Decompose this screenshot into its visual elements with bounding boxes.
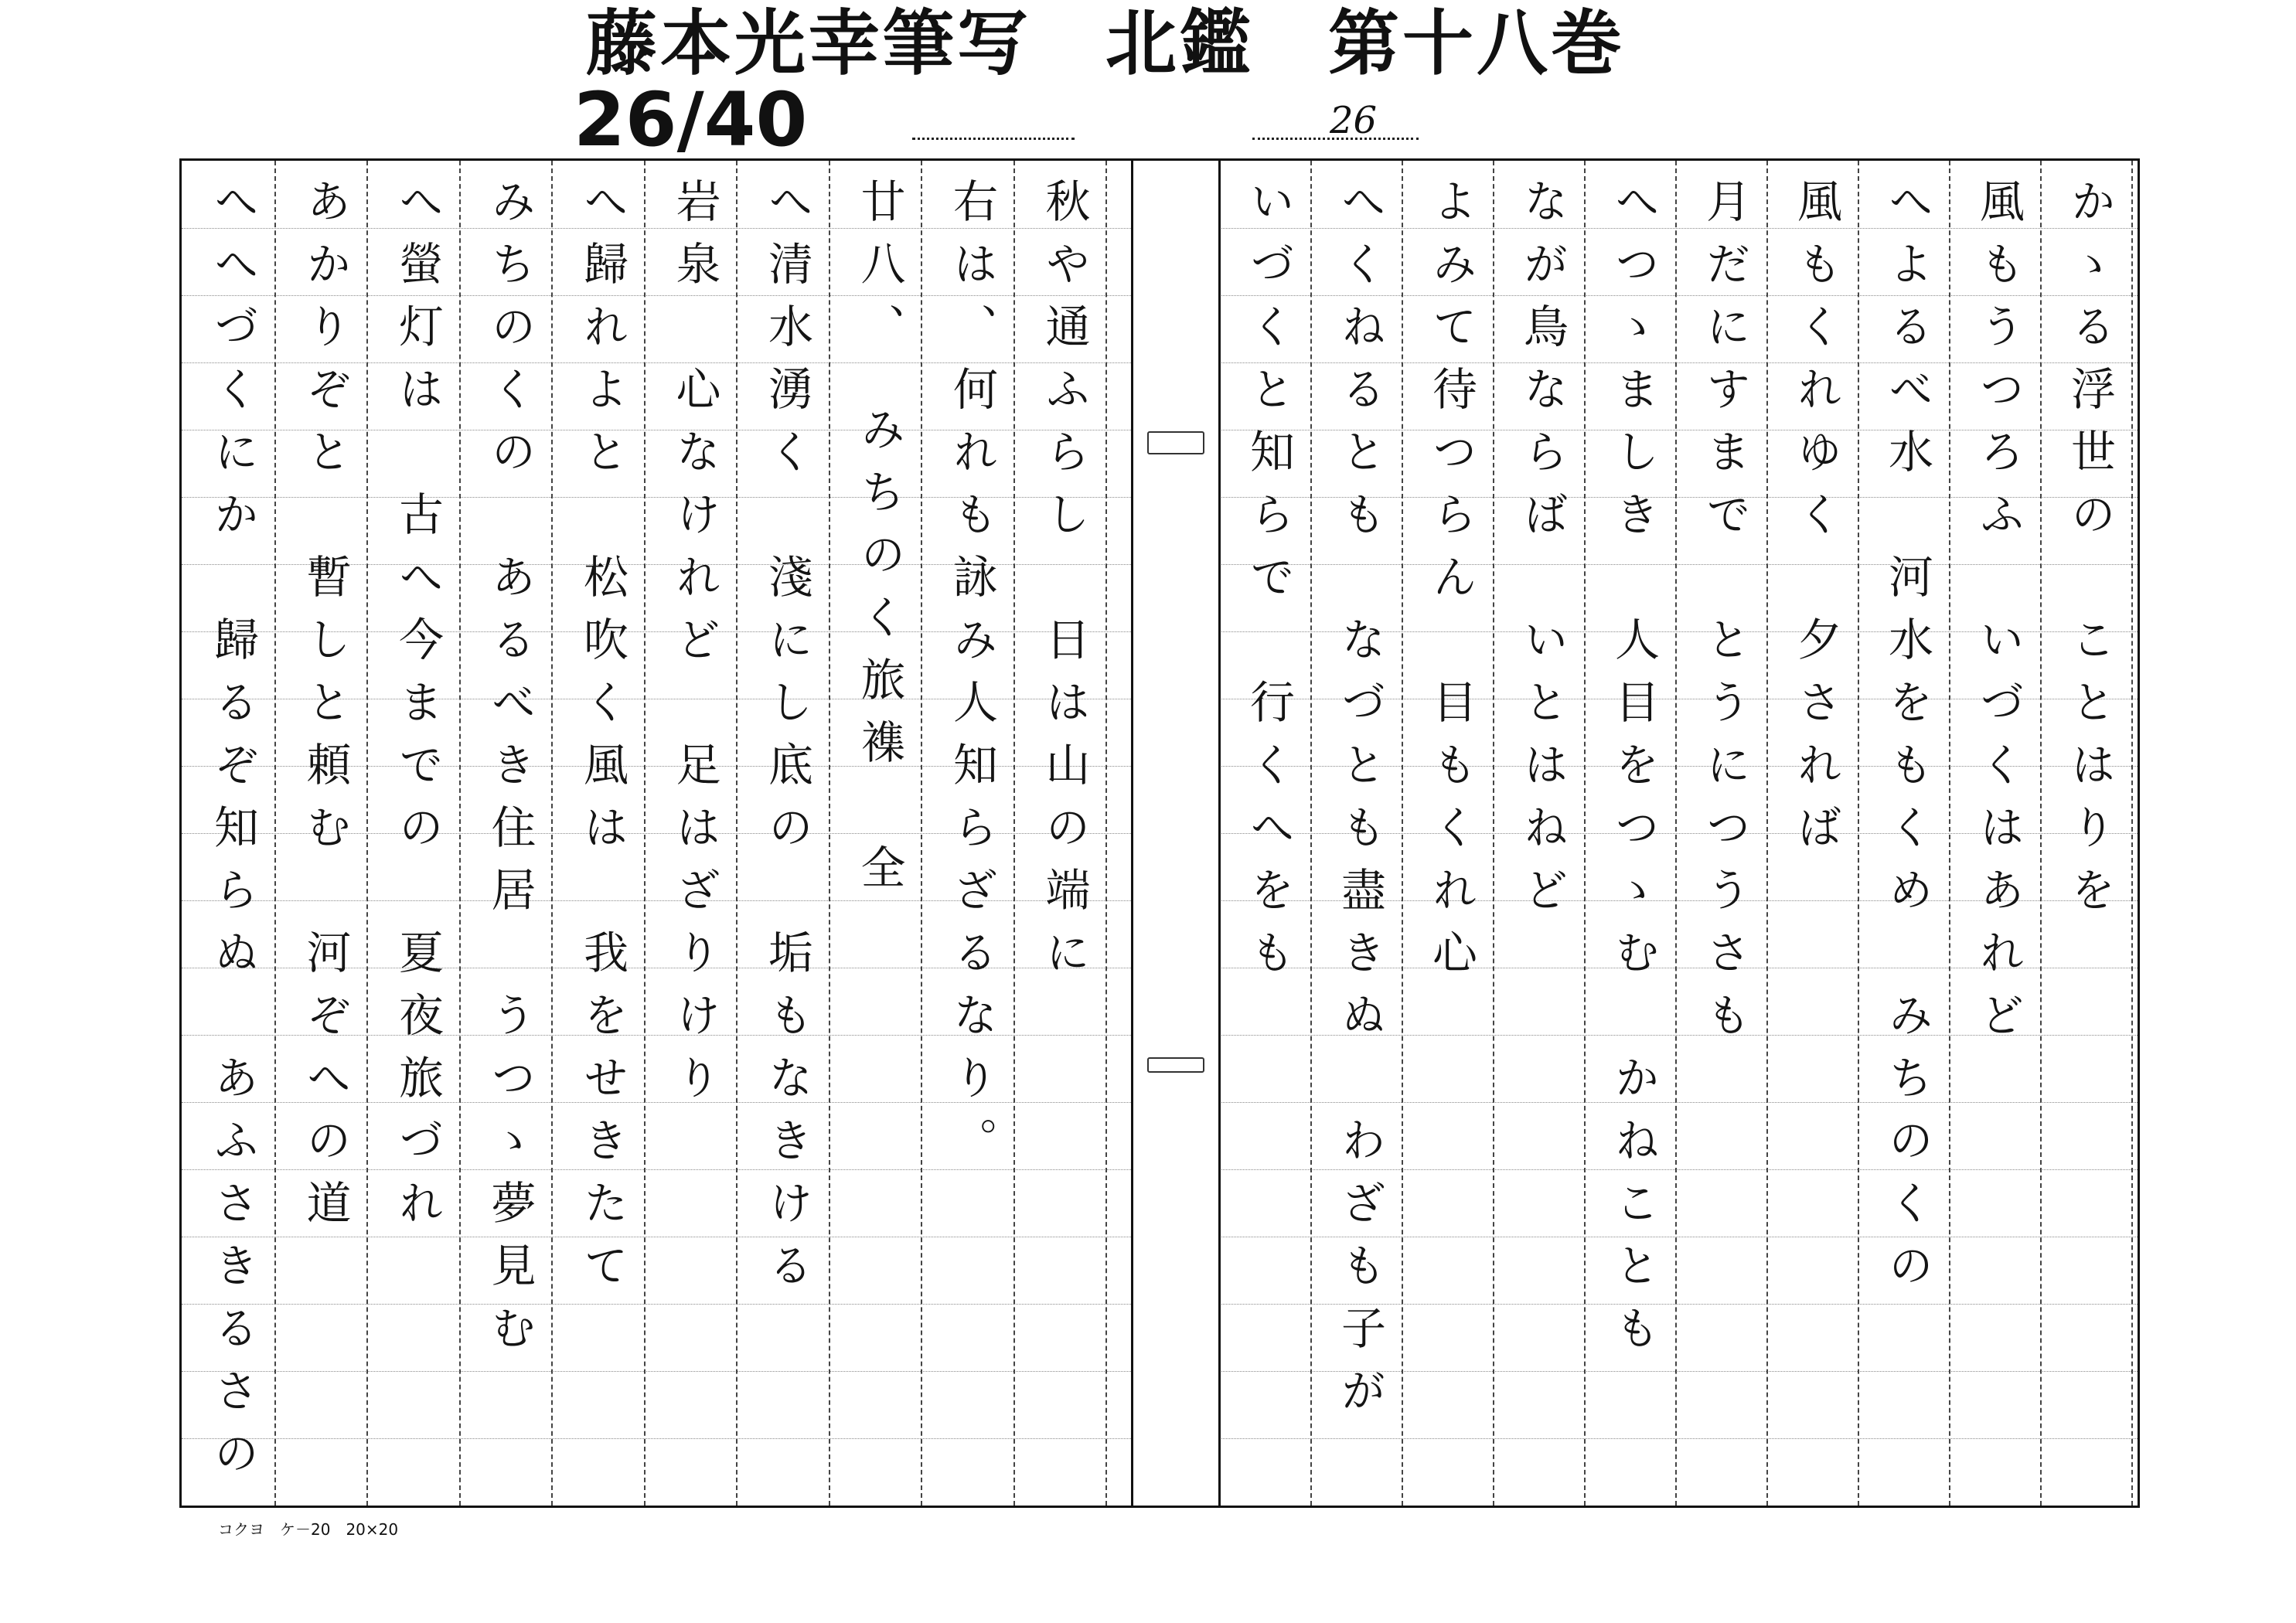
manuscript-column: へへづくにか 歸るぞ知らぬ あふさきるさの [206, 178, 259, 1492]
manuscript-column: 風もくれゆく 夕されば [1790, 178, 1842, 866]
grid-column-line [1766, 161, 1768, 1506]
manuscript-column: へ清水湧く 淺にし底の 垢もなきける [761, 178, 813, 1305]
manuscript-column: なが鳥ならば いとはねど [1516, 178, 1569, 929]
grid-column-line [1675, 161, 1677, 1506]
grid-column-line [829, 161, 830, 1506]
manuscript-column: 廿八、 みちのく旅襍 全 [853, 178, 906, 907]
grid-column-line [1584, 161, 1586, 1506]
binding-mark-top [1147, 431, 1204, 454]
grid-column-line [1105, 161, 1107, 1506]
grid-column-line [551, 161, 553, 1506]
manuscript-column: へよるべ水 河水をもくめ みちのくの [1881, 178, 1933, 1305]
page-indicator: 26/40 [574, 77, 808, 163]
center-gutter [1131, 161, 1221, 1506]
manuscript-column: 岩泉 心なけれど 足はざりけり [668, 178, 721, 1117]
paper-label: コクヨ ケ－20 20×20 [218, 1520, 399, 1539]
manuscript-column: 風もうつろふ いづくはあれど [1972, 178, 2025, 1054]
manuscript-column: へ螢灯は 古へ今までの 夏夜旅づれ [391, 178, 444, 1242]
manuscript-column: 月だにすまで とうにつうさも [1698, 178, 1751, 1054]
blank-line-left [912, 138, 1075, 140]
grid-column-line [2040, 161, 2042, 1506]
manuscript-column: 秋や通ふらし 日は山の端に [1037, 178, 1091, 992]
manuscript-column: 右は、何れも詠み人知らざるなり。 [945, 178, 998, 1179]
document-title: 藤本光幸筆写 北鑑 第十八巻 [586, 2, 1626, 85]
grid-column-line [274, 161, 276, 1506]
grid-column-line [2131, 161, 2133, 1506]
grid-column-line [1310, 161, 1312, 1506]
manuscript-column: へ歸れよと 松吹く風は 我をせきたて [576, 178, 629, 1305]
manuscript-column: みちのくの あるべき住居 うつゝ夢見む [483, 178, 537, 1367]
grid-column-line [921, 161, 922, 1506]
manuscript-column: へくねるとも なづとも盡きぬ わざも子が [1334, 178, 1386, 1430]
manuscript-sheet [179, 158, 2140, 1508]
handwritten-page-number: 26 [1330, 99, 1378, 142]
grid-column-line [644, 161, 646, 1506]
binding-mark-bottom [1147, 1057, 1204, 1073]
grid-column-line [1493, 161, 1494, 1506]
grid-column-line [1013, 161, 1015, 1506]
grid-column-line [1402, 161, 1403, 1506]
manuscript-column: かゝる浮世の ことはりを [2063, 178, 2116, 929]
grid-column-line [366, 161, 368, 1506]
manuscript-column: いづくと知らで 行くへをも [1242, 178, 1295, 992]
manuscript-column: よみて待つらん 目もくれ心 [1425, 178, 1477, 992]
manuscript-column: へつゝましき 人目をつゝむ かねことも [1607, 178, 1660, 1367]
grid-column-line [1949, 161, 1950, 1506]
grid-column-line [1858, 161, 1859, 1506]
manuscript-column: あかりぞと 暫しと頼む 河ぞへの道 [298, 178, 352, 1242]
grid-column-line [736, 161, 738, 1506]
grid-column-line [459, 161, 461, 1506]
